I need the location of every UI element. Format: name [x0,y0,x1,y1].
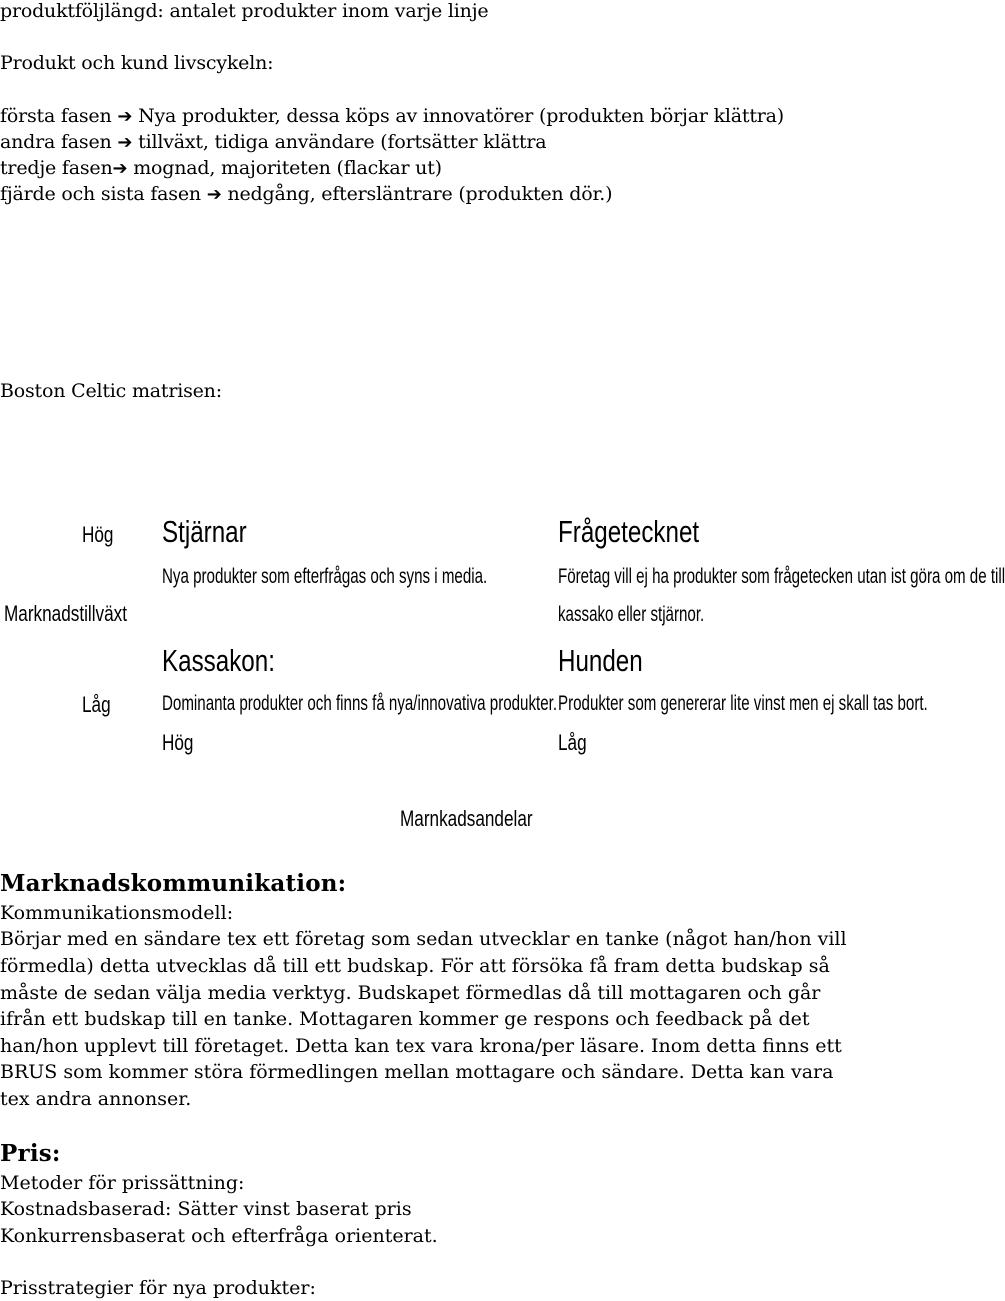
y-axis-label: Marknadstillväxt [4,601,128,626]
quadrant-cashcow-text: Dominanta produkter och finns få nya/innovativa produkter. [162,692,558,715]
phase-label: fjärde och sista fasen [0,183,207,205]
bcg-heading: Boston Celtic matrisen: [0,380,222,402]
pris-line: Kostnadsbaserad: Sätter vinst baserat pris [0,1198,412,1220]
x-axis-low-label: Låg [558,730,587,755]
kommunikation-line: förmedla) detta utvecklas då till ett budskap. För att försöka få fram detta budskap så [0,955,830,977]
quadrant-question-title: Frågetecknet [558,514,700,549]
pris-strategy-heading: Prisstrategier för nya produkter: [0,1277,316,1299]
x-axis-label: Marnkadsandelar [400,806,533,831]
section-heading-pris: Pris: [0,1140,61,1167]
phase-line-3 [0,157,442,179]
kommunikation-line: ifrån ett budskap till en tanke. Mottagaren kommer ge respons och feedback på det [0,1008,810,1030]
phase-label: tredje fasen [0,157,113,179]
arrow-right-icon: ➔ [117,106,133,127]
quadrant-cashcow-title: Kassakon: [162,643,275,678]
pris-line: Metoder för prissättning: [0,1172,245,1194]
phase-label: första fasen [0,105,118,127]
section-heading-kommunikation: Marknadskommunikation: [0,870,347,897]
phase-line-4 [0,183,612,205]
kommunikation-line: Börjar med en sändare tex ett företag som sedan utvecklar en tanke (något han/hon vill [0,928,847,950]
intro-line-1: produktföljlängd: antalet produkter inom varje linje [0,0,489,22]
x-axis-high-label: Hög [162,730,194,755]
kommunikation-line: måste de sedan välja media verktyg. Budskapet förmedlas då till mottagaren och går [0,982,821,1004]
phase-description: nedgång, eftersläntrare (produkten dör.) [221,183,613,205]
phase-description: tillväxt, tidiga användare (fortsätter klättra [132,131,547,153]
kommunikation-line: tex andra annonser. [0,1088,192,1110]
kommunikation-line: han/hon upplevt till företaget. Detta kan tex vara krona/per läsare. Inom detta finns ett [0,1035,842,1057]
kommunikation-subheading: Kommunikationsmodell: [0,902,234,924]
quadrant-stars-title: Stjärnar [162,514,247,549]
phase-line-2 [0,131,546,153]
arrow-right-icon: ➔ [206,184,222,205]
phase-label: andra fasen [0,131,118,153]
arrow-right-icon: ➔ [112,158,128,179]
intro-line-2: Produkt och kund livscykeln: [0,52,274,74]
quadrant-question-text-2: kassako eller stjärnor. [558,603,705,626]
quadrant-question-text-1: Företag vill ej ha produkter som frågetecken utan ist göra om de till [558,565,1005,588]
phase-description: Nya produkter, dessa köps av innovatörer (produkten börjar klättra) [132,105,785,127]
quadrant-dog-text: Produkter som genererar lite vinst men ej skall tas bort. [558,692,928,715]
quadrant-dog-title: Hunden [558,643,643,678]
quadrant-stars-text: Nya produkter som efterfrågas och syns i media. [162,565,488,588]
phase-description: mognad, majoriteten (flackar ut) [127,157,442,179]
kommunikation-line: BRUS som kommer störa förmedlingen mellan mottagare och sändare. Detta kan vara [0,1061,834,1083]
phase-line-1 [0,105,784,127]
pris-line: Konkurrensbaserat och efterfråga orienterat. [0,1225,438,1247]
arrow-right-icon: ➔ [117,132,133,153]
y-axis-high-label: Hög [82,522,114,547]
y-axis-low-label: Låg [82,692,111,717]
